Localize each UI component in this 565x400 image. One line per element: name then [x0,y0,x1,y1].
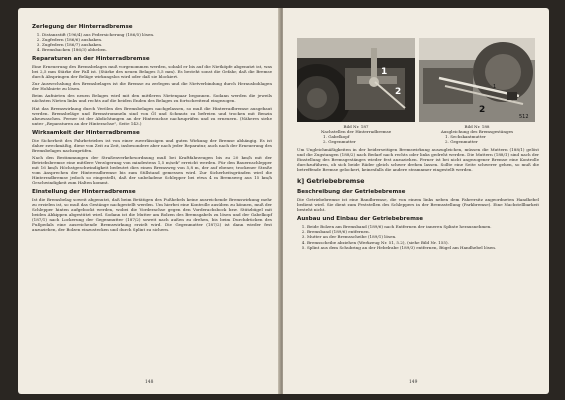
figure-marker-1b: 1 [493,84,497,90]
photo-brake-adjustment [297,38,415,122]
figure-photos [297,38,535,122]
figure-188-caption [419,124,535,144]
paragraph: Eine Erneuerung des Bremsbelages muß vorgenommen werden, sobald er bis auf die Nietköpfe abgenutzt ist, was bei 2,5 mm Stärke der Fall ist. (Stärke des neuen Belages 5,5 mm). Es besteht sonst die Gefahr, daß die Bremse durch Abspringen der Beläge wirkungslos wird oder daß sie blockiert. [32,64,272,80]
right-page [283,8,549,394]
caption-title: Bild Nr. 188 [464,124,490,129]
caption-title: Bild Nr. 187 [343,124,369,129]
section-heading-getriebebremse: k] Getriebebremse [297,177,365,186]
list-item: 4. Bremsscheibe abziehen (Werkzeug Nr. 51, 5.2), (siehe Bild Nr. 155). [307,240,539,245]
heading-zerlegung: Zerlegung der Hinterradbremse [32,24,133,30]
paragraph: Ist die Bremsbelag soweit abgenutzt, daß beim Betätigen des Fußhebels keine ausreichende Bremswirkung mehr zu erzielen ist, so muß das Gestänge nachgestellt werden. Um hierbei eine Kontrolle ausüben zu können, muß der Schlepper hinten aufgebockt werden, wobei die Vorderachse gegen den Vorderachsbock bzw. Stützbügel mit beiden Abkippen abgestützt wird. Sodann ist die Mutter am Bolzen des Bremsgabels zu lösen und der Gabelkopf (187/1) nach Lockerung der Gegenmutter (187/2) soweit nach außen zu drehen, bis beim Durchdrücken des Fußpedals eine ausreichende Bremswirkung erzielt wird. Die Gegenmutter (187/2) ist dann wieder fest anzuziehen, der Bolzen einzustecken und durch Splint zu sichern. [32,197,272,233]
heading-reparaturen: Reparaturen an der Hinterradbremse [32,56,150,63]
figure-marker-2: 2 [395,87,402,97]
paragraph: Um Ungleichmäßigkeiten in der beiderseitigen Bremswirkung auszugleichen, müssen die Muttern (188/1) gelöst und die Zugstangen (188/2) nach Bedarf nach rechts oder links gedreht werden. Die Muttern (188/1) sind nach der Einstellung des Bremsgestänges wieder fest anzuziehen. Ferner ist bei nicht angezogener Bremse eine Kontrolle durchzuführen, ob sich beide Räder gleich schwer drehen lassen. Sollte eine Seite schwerer gehen, so muß die betreffende Bremse gelockert, keinesfalls die andere stramnmer eingestellt werden. [297,147,539,173]
paragraph: Die Getriebebremse ist eine Bandbremse, die von einem links neben dem Fahrersitz angeordneten Handhebel bedient wird. Sie dient zum Feststellen des Schleppers in der Bremsstellung (Parkbremse). Eine Nachstellbarkeit besteht nicht. [297,197,539,213]
photo-brake-linkage [419,38,535,122]
paragraph: Zur Auswechslung des Bremsbelages ist die Bremse zu zerlegen und die Nietverbindung durch Herausbohlagen der Hohlniete zu lösen. [32,81,272,92]
page-number-left: 148 [145,380,154,385]
heading-beschreibung: Beschreibung der Getriebebremse [297,189,406,196]
list-item: 2. Zugfedern (186/6) aushaken. [42,37,272,42]
list-item: 1. Beide Bolzen am Bremsband (189/6) nach Entfernen der inneren Splinte herausnehmen. [307,224,539,229]
caption-item: 1. Sechskantmutter [445,134,486,139]
heading-wirksamkeit: Wirksamkeit der Hinterradbremse [32,129,140,136]
caption-item: 1. Gabelkopf [323,134,350,139]
list-item: 4. Bremsbacken (186/3) abheben. [42,47,272,52]
heading-ausbau: Ausbau und Einbau der Getriebebremse [297,216,424,223]
figure-187-caption [297,124,415,144]
figure-marker-2b: 2 [479,105,486,115]
caption-subtitle: Nachstellen der Hinterradbremse [320,129,392,134]
caption-subtitle: Ausgleichung des Bremsgestänges [440,129,514,134]
removal-list [297,224,539,249]
caption-item: 2. Gegenmutter [323,139,356,144]
page-number-right: 149 [409,380,418,385]
paragraph: Hat das Bremswirkung durch Verölen des Bremsbelages nachgelassen, so muß die Hinterradbremse ausgebaut werden. Bremsbeläge und Bremstrommeln sind von Öl und Schmutz zu befreien und trocken mit Benzin abzuwaschen. Ferner ist der Abdichtungen an der Hinterachse nachzuprüfen und zu erneuern. (Näheres siehe unter „Reparaturen an der Hinterachse", Seite 143.) [32,105,272,126]
disassembly-list [32,32,272,52]
left-page [18,8,280,394]
list-item: 2. Bremsband (189/6) entfernen. [307,229,539,234]
paragraph: Die Sicherheit des Fahrbetriebes ist von einer zuverlässigen und guten Wirkung der Bremse abhängig. Es ist daher zweckmäßig, diese von Zeit zu Zeit, insbesondere aber nach jeder Reparatur, auch nach der Erneuerung des Bremsbelages nachzuprüfen. [32,137,272,153]
paragraph: Nach den Bestimmungen der Straßenverkehrsordnung muß bei Kraftfahrzeugen bis zu 20 km/h mit der Betriebsbremse eine mittlere Verzögerung von mindestens 1,5 m/sek² erreicht werden. Für den Bauernschlepper mit 16 km/h Höchstgeschwindigkeit bedeutet dies einen Bremsweg von 5,8 m, der auf ebener, trockener Straße vom Ansprechen der Hinterradbremse bis zum Stillstand gemessen wird. Zur Sicherheitsgründen wird die Hinterradbremse jedoch so eingestellt, daß der unbeladene Schlepper bei etwa 4 m Bremsweg aus 15 km/h Geschwindigkeit zum Halten kommt. [32,154,272,186]
caption-item: 2. Gegenmutter [445,139,478,144]
figure-code: 512 [519,114,529,120]
list-item: 3. Zugfedern (186/7) aushaken. [42,42,272,47]
paragraph: Beim Aufnieten des neuen Belages wird mit den mittleren Nietenpaar begonnen. Sodann werden die jeweils nächsten Nieten links und rechts auf die beiden Enden des Belages zu fortschreitend eingezogen. [32,93,272,104]
figure-marker-1: 1 [381,67,388,77]
list-item: 1. Distanzstift (196/4) aus Federsicherung (186/5) lösen. [42,32,272,37]
list-item: 3. Mutter an der Bremsscheibe (189/1) lösen. [307,234,539,239]
left-text-column [32,20,272,234]
right-text-column [297,147,539,252]
heading-einstellung: Einstellung der Hinterradbremse [32,189,136,196]
list-item: 5. Splint aus dem Schubring an der Hebelrabe (189/3) entfernen, Bügel am Handhebel lösen. [307,245,539,250]
